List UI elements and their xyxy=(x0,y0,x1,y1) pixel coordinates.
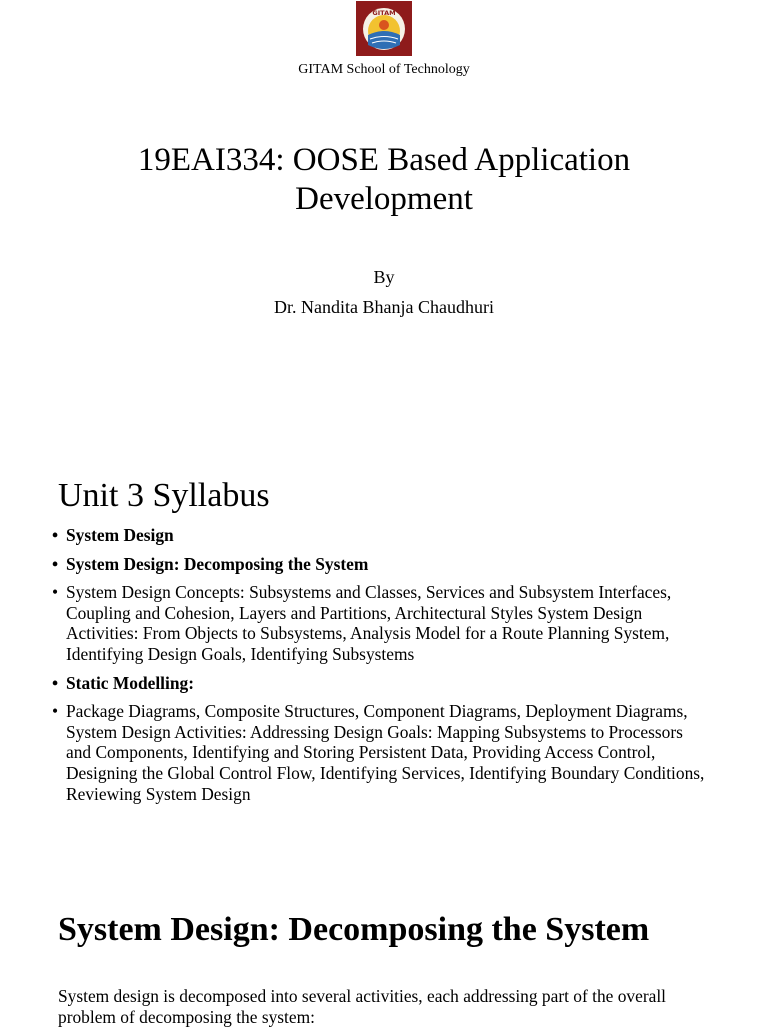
author-name: Dr. Nandita Bhanja Chaudhuri xyxy=(274,297,494,317)
decompose-title: System Design: Decomposing the System xyxy=(58,911,650,948)
by-label: By xyxy=(373,267,395,287)
school-name: GITAM School of Technology xyxy=(298,62,470,77)
syllabus-slide xyxy=(0,440,768,860)
syllabus-item-diagrams: • Package Diagrams, Composite Structures, Component Diagrams, Deployment Diagrams, System Design Activities: Addressing Design Goals: Mapping Subsystems to Processors and Components, Identifying and Storing Persistent Data, Providing Access Control, Designing the Global Control Flow, Identifying Services, Identifying Boundary Conditions, Reviewing System Design xyxy=(66,701,706,804)
syllabus-list xyxy=(66,525,706,812)
title-slide xyxy=(0,0,768,440)
syllabus-item-decomposing: • System Design: Decomposing the System xyxy=(66,554,706,575)
syllabus-title: Unit 3 Syllabus xyxy=(58,477,270,514)
gitam-emblem-icon xyxy=(356,1,412,56)
decompose-body: System design is decomposed into several activities, each addressing part of the overall problem of decomposing the system: xyxy=(58,986,667,1027)
decompose-slide xyxy=(0,860,768,1027)
syllabus-item-system-design: • System Design xyxy=(66,525,706,546)
presentation-title: 19EAI334: OOSE Based Application Development xyxy=(137,142,631,217)
svg-text:GITAM: GITAM xyxy=(372,9,396,17)
syllabus-item-static-modelling: • Static Modelling: xyxy=(66,673,706,694)
syllabus-item-design-concepts: • System Design Concepts: Subsystems and Classes, Services and Subsystem Interfaces, Coupling and Cohesion, Layers and Partitions, Architectural Styles System Design Activities: From Objects to Subsystems, Analysis Model for a Route Planning System, Identifying Design Goals, Identifying Subsystems xyxy=(66,582,706,664)
